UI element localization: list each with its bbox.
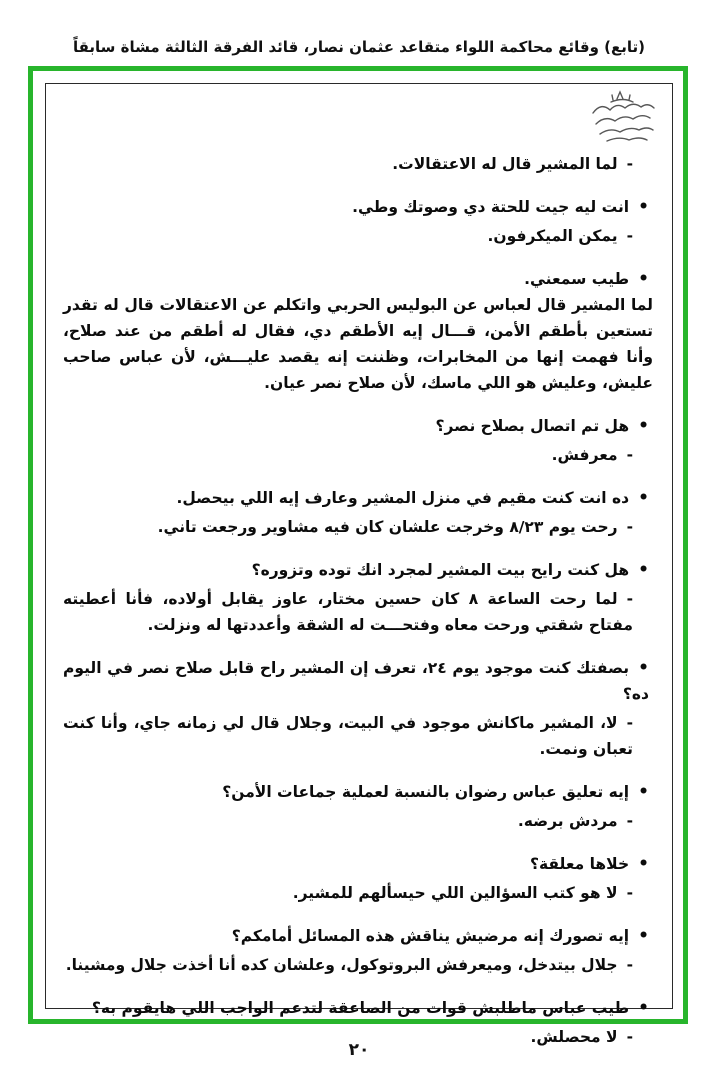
answer-item bbox=[63, 880, 653, 906]
dash-marker: - bbox=[626, 227, 633, 245]
bullet-marker: • bbox=[638, 926, 649, 946]
qa-list bbox=[63, 151, 653, 1050]
dash-marker: - bbox=[626, 155, 633, 173]
item-text: ده انت كنت مقيم في منزل المشير وعارف إيه اللي بيحصل. bbox=[176, 489, 630, 507]
bullet-marker: • bbox=[638, 782, 649, 802]
answer-item bbox=[63, 514, 653, 540]
item-text: لا هو كتب السؤالين اللي حيسألهم للمشير. bbox=[292, 884, 618, 902]
dash-marker: - bbox=[626, 1028, 633, 1046]
question-item bbox=[63, 655, 653, 707]
question-item bbox=[63, 485, 653, 511]
item-text: معرفش. bbox=[551, 446, 618, 464]
question-item bbox=[63, 266, 653, 292]
bullet-marker: • bbox=[638, 269, 649, 289]
dash-marker: - bbox=[626, 518, 633, 536]
item-text: جلال بيتدخل، وميعرفش البروتوكول، وعلشان كده أنا أخذت جلال ومشينا. bbox=[65, 956, 618, 974]
bullet-marker: • bbox=[638, 658, 649, 678]
answer-item bbox=[63, 586, 653, 638]
dash-marker: - bbox=[626, 812, 633, 830]
item-text: لا، المشير ماكانش موجود في البيت، وجلال قال لي زمانه جاي، وأنا كنت تعبان ونمت. bbox=[63, 714, 633, 758]
item-text: مردش برضه. bbox=[517, 812, 618, 830]
bullet-marker: • bbox=[638, 854, 649, 874]
question-item bbox=[63, 851, 653, 877]
answer-item bbox=[63, 808, 653, 834]
item-text: طيب سمعني. bbox=[524, 270, 630, 288]
item-text: لما رحت الساعة ٨ كان حسين مختار، عاوز يقابل أولاده، فأنا أعطيته مفتاح شقتي ورحت معاه وفتحـــت له الشقة وأعددتها له ونزلت. bbox=[63, 590, 633, 634]
item-text: هل تم اتصال بصلاح نصر؟ bbox=[435, 417, 630, 435]
item-text: بصفتك كنت موجود يوم ٢٤، تعرف إن المشير راح قابل صلاح نصر في اليوم ده؟ bbox=[63, 659, 649, 703]
item-text: يمكن الميكرفون. bbox=[487, 227, 618, 245]
answer-item bbox=[63, 710, 653, 762]
dash-marker: - bbox=[626, 446, 633, 464]
answer-item bbox=[63, 223, 653, 249]
item-text: إيه تصورك إنه مرضيش يناقش هذه المسائل أمامكم؟ bbox=[231, 927, 630, 945]
question-item bbox=[63, 779, 653, 805]
question-item bbox=[63, 995, 653, 1021]
item-text: طيب عباس ماطلبش قوات من الصاعقة لتدعم الواجب اللي هايقوم به؟ bbox=[91, 999, 630, 1017]
item-text: رحت يوم ٨/٢٣ وخرجت علشان كان فيه مشاوير ورجعت تاني. bbox=[157, 518, 618, 536]
green-border-frame bbox=[28, 66, 688, 1046]
bullet-marker: • bbox=[638, 560, 649, 580]
answer-item bbox=[63, 151, 653, 177]
answer-item bbox=[63, 952, 653, 978]
page-header: (تابع) وقائع محاكمة اللواء متقاعد عثمان نصار، قائد الفرقة الثالثة مشاة سابقاً bbox=[72, 38, 646, 56]
item-text: هل كنت رايح بيت المشير لمجرد انك توده وتزوره؟ bbox=[251, 561, 630, 579]
bullet-marker: • bbox=[638, 416, 649, 436]
page-number: ٢٠ bbox=[348, 1040, 370, 1060]
continuation-text: لما المشير قال لعباس عن البوليس الحربي واتكلم عن الاعتقالات قال له تقدر تستعين بأطقم الأمن، قـــال إيه الأطقم دي، فقال له أطقم من عند صلاح، وأنا فهمت إنها من المخابرات، وظننت إنه يقصد عليـــش، لأن عباس صاحب عليش، وعليش هو اللي ماسك، لأن صلاح نصر عيان. bbox=[63, 296, 653, 392]
question-item bbox=[63, 557, 653, 583]
item-text: انت ليه جيت للحتة دي وصوتك وطي. bbox=[352, 198, 630, 216]
bullet-marker: • bbox=[638, 197, 649, 217]
dash-marker: - bbox=[626, 714, 633, 732]
item-text: لما المشير قال له الاعتقالات. bbox=[392, 155, 618, 173]
dash-marker: - bbox=[626, 590, 634, 608]
item-text: لا محصلش. bbox=[530, 1028, 618, 1046]
question-item bbox=[63, 194, 653, 220]
dash-marker: - bbox=[626, 956, 633, 974]
bullet-marker: • bbox=[638, 998, 649, 1018]
bullet-marker: • bbox=[638, 488, 649, 508]
item-text: إيه تعليق عباس رضوان بالنسبة لعملية جماعات الأمن؟ bbox=[222, 783, 630, 801]
signature-stamp-icon bbox=[587, 87, 661, 145]
question-item bbox=[63, 923, 653, 949]
question-item bbox=[63, 413, 653, 439]
item-text: خلاها معلقة؟ bbox=[530, 855, 630, 873]
dash-marker: - bbox=[626, 884, 633, 902]
answer-item bbox=[63, 442, 653, 468]
